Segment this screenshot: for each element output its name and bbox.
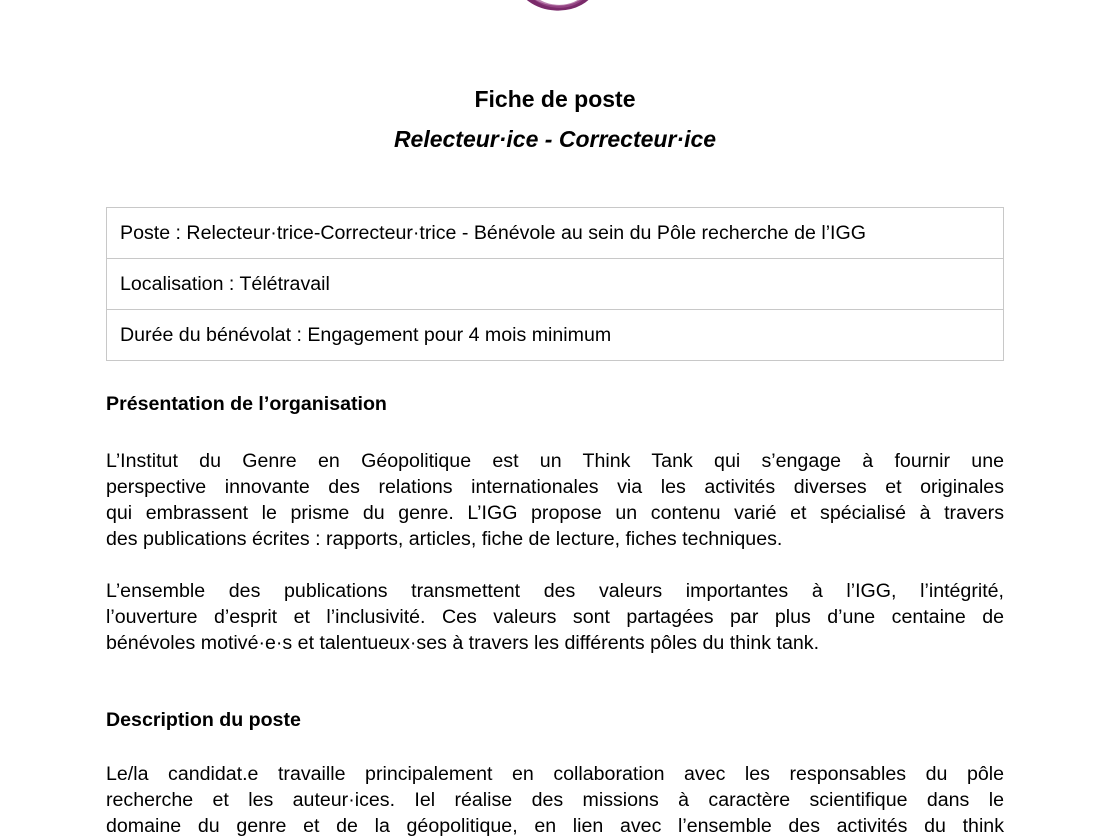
description-paragraph-1 bbox=[106, 761, 1004, 839]
text-line: perspective innovante des relations internationales via les activités diverses et originales bbox=[106, 476, 1004, 498]
info-row-duree: Durée du bénévolat : Engagement pour 4 mois minimum bbox=[120, 324, 612, 346]
job-info-table bbox=[106, 207, 1004, 361]
text-line: des publications écrites : rapports, articles, fiche de lecture, fiches techniques. bbox=[106, 528, 783, 550]
presentation-paragraph-2 bbox=[106, 578, 1004, 656]
text-line: L’Institut du Genre en Géopolitique est un Think Tank qui s’engage à fournir une bbox=[106, 450, 1004, 472]
text-line: qui embrassent le prisme du genre. L’IGG propose un contenu varié et spécialisé à travers bbox=[106, 502, 1004, 524]
document-subtitle: Relecteur·ice - Correcteur·ice bbox=[393, 126, 717, 152]
presentation-paragraph-1 bbox=[106, 448, 1004, 552]
section-heading-description: Description du poste bbox=[106, 709, 301, 731]
info-row-poste: Poste : Relecteur·trice-Correcteur·trice - Bénévole au sein du Pôle recherche de l’IGG bbox=[107, 208, 1003, 259]
document-title: Fiche de poste bbox=[474, 86, 636, 112]
info-row-localisation: Localisation : Télétravail bbox=[107, 259, 1003, 310]
text-line: bénévoles motivé·e·s et talentueux·ses à travers les différents pôles du think tank. bbox=[106, 632, 820, 654]
igg-logo-icon bbox=[505, 0, 605, 20]
text-line: domaine du genre et de la géopolitique, en lien avec l’ensemble des activités du think bbox=[106, 815, 1004, 837]
text-line: recherche et les auteur·ices. Iel réalise des missions à caractère scientifique dans le bbox=[106, 789, 1004, 811]
section-heading-presentation: Présentation de l’organisation bbox=[106, 393, 387, 415]
text-line: l’ouverture d’esprit et l’inclusivité. Ces valeurs sont partagées par plus d’une centaine de bbox=[106, 606, 1004, 628]
text-line: L’ensemble des publications transmettent des valeurs importantes à l’IGG, l’intégrité, bbox=[106, 580, 1004, 602]
text-line: Le/la candidat.e travaille principalement en collaboration avec les responsables du pôle bbox=[106, 763, 1004, 785]
